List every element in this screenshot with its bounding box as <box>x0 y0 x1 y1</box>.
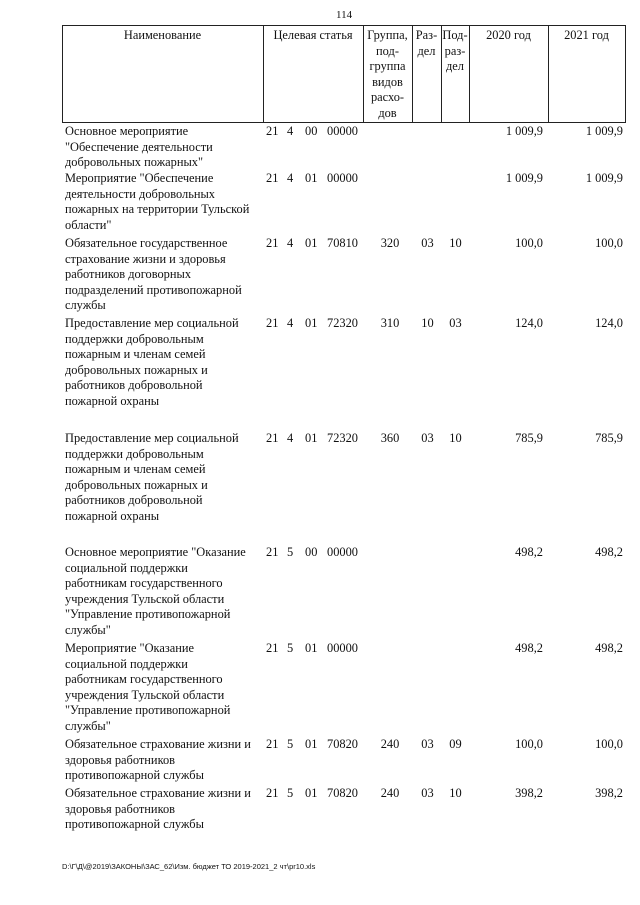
target-code-4: 70820 <box>327 786 358 800</box>
target-code-1: 21 <box>266 737 279 751</box>
footer-file-path: D:\Г\Д\@2019\ЗАКОНЫ\ЗАС_62\Изм. бюджет ТО 2019-2021_2 чт\pr10.xls <box>62 862 316 871</box>
target-code-2: 4 <box>287 171 294 185</box>
amount-2021: 124,0 <box>595 316 623 330</box>
expense-group: 360 <box>380 431 400 445</box>
target-code-2: 5 <box>287 786 294 800</box>
target-code-2: 4 <box>287 124 294 138</box>
amount-2020: 1 009,9 <box>505 171 543 185</box>
expense-group: 240 <box>380 786 400 800</box>
amount-2020: 1 009,9 <box>505 124 543 138</box>
header-group: Группа, под- группа видов расхо- дов <box>367 28 408 120</box>
subsection: 03 <box>449 316 462 330</box>
row-name: Обязательное страхование жизни и здоровья работников противопожарной службы <box>65 786 251 831</box>
amount-2021: 498,2 <box>595 545 623 559</box>
target-code-3: 01 <box>305 641 318 655</box>
target-code-3: 01 <box>305 316 318 330</box>
row-name: Предоставление мер социальной поддержки добровольным пожарным и членам семей добровольных пожарных и работников добровольной пожарной охраны <box>65 431 239 523</box>
row-name: Мероприятие "Обеспечение деятельности добровольных пожарных на территории Тульской области" <box>65 171 250 232</box>
target-code-2: 4 <box>287 316 294 330</box>
target-code-3: 01 <box>305 171 318 185</box>
amount-2021: 398,2 <box>595 786 623 800</box>
section: 10 <box>421 316 434 330</box>
subsection: 10 <box>449 236 462 250</box>
target-code-4: 72320 <box>327 431 358 445</box>
amount-2020: 398,2 <box>515 786 543 800</box>
target-code-4: 70810 <box>327 236 358 250</box>
target-code-4: 70820 <box>327 737 358 751</box>
target-code-1: 21 <box>266 316 279 330</box>
header-section: Раз- дел <box>415 28 438 58</box>
row-name: Обязательное государственное страхование жизни и здоровья работников договорных подразделений противопожарной службы <box>65 236 242 312</box>
amount-2020: 498,2 <box>515 641 543 655</box>
target-code-4: 00000 <box>327 124 358 138</box>
target-code-2: 4 <box>287 236 294 250</box>
target-code-1: 21 <box>266 236 279 250</box>
target-code-4: 72320 <box>327 316 358 330</box>
target-code-3: 01 <box>305 737 318 751</box>
target-code-1: 21 <box>266 545 279 559</box>
target-code-1: 21 <box>266 171 279 185</box>
section: 03 <box>421 236 434 250</box>
target-code-2: 5 <box>287 641 294 655</box>
amount-2021: 1 009,9 <box>585 171 623 185</box>
subsection: 10 <box>449 786 462 800</box>
subsection: 10 <box>449 431 462 445</box>
expense-group: 320 <box>380 236 400 250</box>
target-code-2: 5 <box>287 737 294 751</box>
amount-2021: 498,2 <box>595 641 623 655</box>
header-year-2020: 2020 год <box>486 28 531 42</box>
target-code-3: 01 <box>305 431 318 445</box>
target-code-3: 01 <box>305 786 318 800</box>
target-code-2: 4 <box>287 431 294 445</box>
header-subsection: Под- раз- дел <box>442 28 468 73</box>
amount-2021: 1 009,9 <box>585 124 623 138</box>
row-name: Основное мероприятие "Обеспечение деятельности добровольных пожарных" <box>65 124 213 169</box>
amount-2021: 100,0 <box>595 737 623 751</box>
target-code-3: 00 <box>305 124 318 138</box>
row-name: Основное мероприятие "Оказание социальной поддержки работникам государственного учреждения Тульской области "Управление противопожарной службы" <box>65 545 246 637</box>
target-code-4: 00000 <box>327 641 358 655</box>
target-code-3: 00 <box>305 545 318 559</box>
target-code-3: 01 <box>305 236 318 250</box>
target-code-4: 00000 <box>327 545 358 559</box>
target-code-1: 21 <box>266 641 279 655</box>
amount-2020: 124,0 <box>515 316 543 330</box>
expense-group: 310 <box>380 316 400 330</box>
subsection: 09 <box>449 737 462 751</box>
section: 03 <box>421 737 434 751</box>
amount-2020: 100,0 <box>515 737 543 751</box>
section: 03 <box>421 786 434 800</box>
row-name: Обязательное страхование жизни и здоровья работников противопожарной службы <box>65 737 251 782</box>
target-code-1: 21 <box>266 431 279 445</box>
amount-2021: 785,9 <box>595 431 623 445</box>
header-target: Целевая статья <box>273 28 353 42</box>
expense-group: 240 <box>380 737 400 751</box>
target-code-1: 21 <box>266 124 279 138</box>
target-code-4: 00000 <box>327 171 358 185</box>
row-name: Мероприятие "Оказание социальной поддержки работникам государственного учреждения Тульской области "Управление противопожарной службы" <box>65 641 231 733</box>
amount-2020: 498,2 <box>515 545 543 559</box>
target-code-2: 5 <box>287 545 294 559</box>
page-number: 114 <box>336 9 353 21</box>
section: 03 <box>421 431 434 445</box>
header-year-2021: 2021 год <box>564 28 609 42</box>
amount-2020: 785,9 <box>515 431 543 445</box>
row-name: Предоставление мер социальной поддержки добровольным пожарным и членам семей добровольных пожарных и работников добровольной пожарной охраны <box>65 316 239 408</box>
amount-2021: 100,0 <box>595 236 623 250</box>
target-code-1: 21 <box>266 786 279 800</box>
amount-2020: 100,0 <box>515 236 543 250</box>
header-name: Наименование <box>123 28 202 42</box>
